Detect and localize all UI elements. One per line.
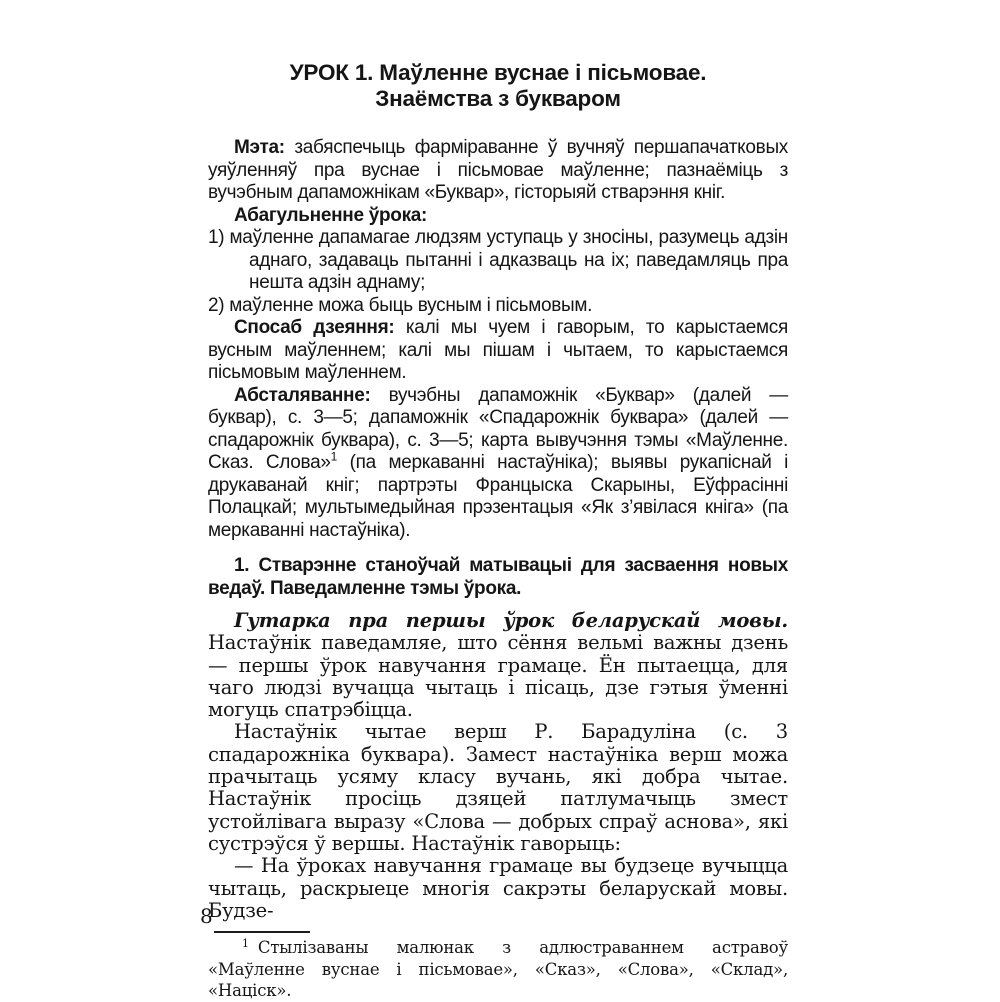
page-number: 8 xyxy=(200,904,213,928)
book-page-content xyxy=(208,60,788,1002)
equipment-label: Абсталяванне: xyxy=(234,384,371,406)
teacher-speech-paragraph: — На ўроках навучання грамаце вы будзеце вучыцца чытаць, раскрыеце многія сакрэты беларускай мовы. Будзе- xyxy=(208,854,788,922)
equipment-text: вучэбны дапаможнік «Буквар» (далей — буквар), с. 3—5; дапаможнік «Спадарожнік буквара» (далей — спадарожнік буквара), с. 3—5; карта вывучэння тэмы «Маўленне. Сказ. Слова» xyxy=(208,384,788,473)
lesson-title xyxy=(208,60,788,112)
list-item-marker: 2) xyxy=(208,294,225,316)
list-item xyxy=(208,227,788,295)
meta-paragraph xyxy=(208,137,788,205)
talk-paragraph xyxy=(208,610,788,721)
lesson-title-line2: Знаёмства з букваром xyxy=(375,86,621,111)
lesson-step-heading: 1. Стварэнне станоўчай матывацыі для засваення новых ведаў. Паведамленне тэмы ўрока. xyxy=(208,555,788,599)
method-paragraph xyxy=(208,317,788,385)
method-label: Спосаб дзеяння: xyxy=(234,317,395,338)
list-item xyxy=(208,295,788,318)
lesson-paragraph: Настаўнік чытае верш Р. Барадуліна (с. 3 спадарожніка буквара). Замест настаўніка верш можа прачытаць усяму класу вучань, які добра чытае. Настаўнік просіць дзяцей патлумачыць змест устойлівага выразу «Слова — добрых спраў аснова», які сустрэўся ў вершы. Настаўнік гаворыць: xyxy=(208,720,788,855)
list-item-text: маўленне можа быць вусным і пісьмовым. xyxy=(229,294,593,316)
footnote-reference-mark: 1 xyxy=(330,449,338,464)
footnote-text: Стылізаваны малюнак з адлюстраваннем астравоў «Маўленне вуснае і пісьмовае», «Сказ», «Слова», «Склад», «Націск». xyxy=(208,938,788,1001)
meta-label: Мэта: xyxy=(234,137,285,158)
generalization-heading xyxy=(208,205,788,228)
method-text: калі мы чуем і гаворым, то карыстаемся вусным маўленнем; калі мы пішам і чытаем, то карыстаемся пісьмовым маўленнем. xyxy=(208,317,788,383)
lesson-title-line1: УРОК 1. Маўленне вуснае і пісьмовае. xyxy=(289,60,707,85)
generalization-label: Абагульненне ўрока: xyxy=(234,204,428,226)
meta-text: забяспечыць фарміраванне ў вучняў першапачатковых уяўленняў пра вуснае і пісьмовае маўленне; пазнаёміць з вучэбным дапаможнікам «Буквар», гісторыяй стварэння кніг. xyxy=(208,137,789,203)
footnote-divider xyxy=(214,931,310,933)
list-item-marker: 1) xyxy=(208,227,225,248)
equipment-text-continued: (па меркаванні настаўніка); выявы рукапіснай і друкаванай кніг; партрэты Францыска Скарыны, Еўфрасінні Полацкай; мультымедыйная прэзентацыя «Як з’явілася кніга» (па меркаванні настаўніка). xyxy=(208,452,789,541)
footnote xyxy=(208,937,788,1002)
talk-activity-text: Настаўнік паведамляе, што сёння вельмі важны дзень — першы ўрок навучання грамаце. Ён пытаецца, для чаго людзі вучацца чытаць і пісаць, дзе гэтыя ўменні могуць спатрэбіцца. xyxy=(208,631,788,722)
footnote-number: 1 xyxy=(242,936,249,950)
equipment-paragraph xyxy=(208,385,788,543)
talk-activity-title: Гутарка пра першы ўрок беларускай мовы. xyxy=(234,609,788,632)
list-item-text: маўленне дапамагае людзям уступаць у зносіны, разумець адзін аднаго, задаваць пытанні і адказваць на іх; паведамляць пра нешта адзін аднаму; xyxy=(229,227,788,293)
